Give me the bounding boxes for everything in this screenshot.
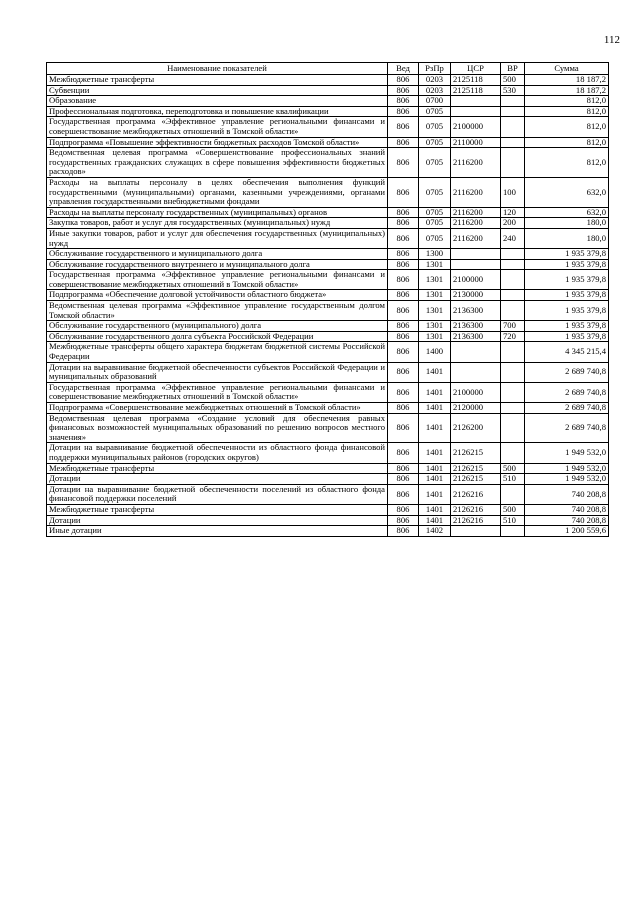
row-name: Ведомственная целевая программа «Эффективное управление государственным долгом Томской области» xyxy=(47,301,388,321)
row-vr: 240 xyxy=(501,228,525,248)
row-csr: 2136300 xyxy=(451,331,501,342)
row-sum: 18 187,2 xyxy=(525,85,609,96)
row-rzpr: 1401 xyxy=(419,474,451,485)
row-rzpr: 0705 xyxy=(419,137,451,148)
row-rzpr: 0700 xyxy=(419,96,451,107)
row-name: Дотации на выравнивание бюджетной обеспеченности поселений из областного фонда финансовой поддержки поселений xyxy=(47,484,388,504)
table-row xyxy=(47,413,609,443)
row-ved: 806 xyxy=(388,85,419,96)
row-vr xyxy=(501,259,525,270)
row-ved: 806 xyxy=(388,137,419,148)
row-csr: 2120000 xyxy=(451,403,501,414)
row-rzpr: 1301 xyxy=(419,259,451,270)
table-row xyxy=(47,96,609,107)
table-row xyxy=(47,403,609,414)
row-vr xyxy=(501,443,525,463)
row-name: Государственная программа «Эффективное управление региональными финансами и совершенствование межбюджетных отношений в Томской области» xyxy=(47,270,388,290)
row-name: Профессиональная подготовка, переподготовка и повышение квалификации xyxy=(47,106,388,117)
row-ved: 806 xyxy=(388,75,419,86)
row-name: Образование xyxy=(47,96,388,107)
row-csr: 2126216 xyxy=(451,484,501,504)
row-vr: 120 xyxy=(501,207,525,218)
row-ved: 806 xyxy=(388,474,419,485)
row-vr xyxy=(501,137,525,148)
header-ved: Вед xyxy=(388,63,419,75)
row-rzpr: 1401 xyxy=(419,515,451,526)
row-name: Дотации на выравнивание бюджетной обеспеченности субъектов Российской Федерации и муниципальных образований xyxy=(47,362,388,382)
table-row xyxy=(47,117,609,137)
row-ved: 806 xyxy=(388,484,419,504)
row-name: Обслуживание государственного и муниципального долга xyxy=(47,249,388,260)
table-row xyxy=(47,290,609,301)
table-row xyxy=(47,463,609,474)
row-rzpr: 1301 xyxy=(419,270,451,290)
row-name: Расходы на выплаты персоналу в целях обеспечения выполнения функций государственными (муниципальными) органами, казенными учреждениями, органами управления государственными внебюджетными фондами xyxy=(47,177,388,207)
row-ved: 806 xyxy=(388,249,419,260)
row-csr xyxy=(451,249,501,260)
row-vr: 530 xyxy=(501,85,525,96)
row-sum: 1 935 379,8 xyxy=(525,321,609,332)
row-rzpr: 1401 xyxy=(419,362,451,382)
row-csr: 2100000 xyxy=(451,270,501,290)
row-rzpr: 1402 xyxy=(419,526,451,537)
row-sum: 180,0 xyxy=(525,218,609,229)
row-ved: 806 xyxy=(388,218,419,229)
row-rzpr: 1401 xyxy=(419,443,451,463)
row-vr xyxy=(501,290,525,301)
row-rzpr: 0705 xyxy=(419,106,451,117)
row-csr: 2116200 xyxy=(451,207,501,218)
table-row xyxy=(47,331,609,342)
table-row xyxy=(47,106,609,117)
row-csr: 2126215 xyxy=(451,474,501,485)
row-rzpr: 1301 xyxy=(419,331,451,342)
row-sum: 812,0 xyxy=(525,96,609,107)
row-sum: 1 935 379,8 xyxy=(525,331,609,342)
row-rzpr: 0705 xyxy=(419,218,451,229)
row-csr: 2126215 xyxy=(451,443,501,463)
row-name: Субвенции xyxy=(47,85,388,96)
row-csr: 2116200 xyxy=(451,228,501,248)
table-row xyxy=(47,526,609,537)
row-rzpr: 1401 xyxy=(419,382,451,402)
row-sum: 2 689 740,8 xyxy=(525,403,609,414)
row-ved: 806 xyxy=(388,515,419,526)
row-vr xyxy=(501,117,525,137)
row-vr xyxy=(501,96,525,107)
table-row xyxy=(47,484,609,504)
row-csr: 2126216 xyxy=(451,515,501,526)
row-ved: 806 xyxy=(388,177,419,207)
row-ved: 806 xyxy=(388,321,419,332)
row-vr: 200 xyxy=(501,218,525,229)
row-rzpr: 0203 xyxy=(419,75,451,86)
row-sum: 2 689 740,8 xyxy=(525,413,609,443)
row-rzpr: 0705 xyxy=(419,177,451,207)
row-vr: 510 xyxy=(501,474,525,485)
row-csr: 2116200 xyxy=(451,177,501,207)
row-name: Закупка товаров, работ и услуг для государственных (муниципальных) нужд xyxy=(47,218,388,229)
row-csr xyxy=(451,342,501,362)
row-ved: 806 xyxy=(388,117,419,137)
table-row xyxy=(47,228,609,248)
row-sum: 4 345 215,4 xyxy=(525,342,609,362)
row-ved: 806 xyxy=(388,463,419,474)
row-vr xyxy=(501,301,525,321)
row-rzpr: 1400 xyxy=(419,342,451,362)
table-row xyxy=(47,382,609,402)
header-vr: ВР xyxy=(501,63,525,75)
row-rzpr: 1300 xyxy=(419,249,451,260)
table-row xyxy=(47,504,609,515)
row-rzpr: 1401 xyxy=(419,463,451,474)
row-sum: 2 689 740,8 xyxy=(525,382,609,402)
table-row xyxy=(47,85,609,96)
row-sum: 1 935 379,8 xyxy=(525,301,609,321)
row-sum: 740 208,8 xyxy=(525,504,609,515)
row-ved: 806 xyxy=(388,331,419,342)
row-sum: 1 949 532,0 xyxy=(525,463,609,474)
table-row xyxy=(47,137,609,148)
row-ved: 806 xyxy=(388,413,419,443)
row-ved: 806 xyxy=(388,362,419,382)
row-ved: 806 xyxy=(388,342,419,362)
row-name: Межбюджетные трансферты xyxy=(47,75,388,86)
table-body xyxy=(47,75,609,537)
row-sum: 812,0 xyxy=(525,106,609,117)
row-csr xyxy=(451,106,501,117)
row-rzpr: 0203 xyxy=(419,85,451,96)
header-name: Наименование показателей xyxy=(47,63,388,75)
row-ved: 806 xyxy=(388,382,419,402)
row-name: Обслуживание государственного долга субъекта Российской Федерации xyxy=(47,331,388,342)
row-vr: 500 xyxy=(501,463,525,474)
row-rzpr: 1301 xyxy=(419,290,451,301)
row-rzpr: 1401 xyxy=(419,403,451,414)
row-vr xyxy=(501,413,525,443)
row-vr: 100 xyxy=(501,177,525,207)
row-csr: 2100000 xyxy=(451,382,501,402)
table-row xyxy=(47,362,609,382)
row-csr: 2130000 xyxy=(451,290,501,301)
row-vr xyxy=(501,106,525,117)
table-row xyxy=(47,177,609,207)
row-ved: 806 xyxy=(388,290,419,301)
table-row xyxy=(47,270,609,290)
row-name: Расходы на выплаты персоналу государственных (муниципальных) органов xyxy=(47,207,388,218)
row-name: Ведомственная целевая программа «Создание условий для обеспечения равных финансовых возможностей муниципальных образований по решению вопросов местного значения» xyxy=(47,413,388,443)
row-csr: 2116200 xyxy=(451,218,501,229)
row-name: Подпрограмма «Совершенствование межбюджетных отношений в Томской области» xyxy=(47,403,388,414)
row-csr: 2136300 xyxy=(451,321,501,332)
row-name: Ведомственная целевая программа «Совершенствование профессиональных знаний государственных гражданских служащих в сфере повышения эффективности бюджетных расходов» xyxy=(47,148,388,178)
row-name: Государственная программа «Эффективное управление региональными финансами и совершенствование межбюджетных отношений в Томской области» xyxy=(47,117,388,137)
row-rzpr: 1301 xyxy=(419,301,451,321)
row-csr: 2126216 xyxy=(451,504,501,515)
row-ved: 806 xyxy=(388,96,419,107)
table-row xyxy=(47,443,609,463)
row-sum: 740 208,8 xyxy=(525,515,609,526)
row-sum: 1 200 559,6 xyxy=(525,526,609,537)
row-vr: 700 xyxy=(501,321,525,332)
row-ved: 806 xyxy=(388,301,419,321)
row-name: Межбюджетные трансферты xyxy=(47,504,388,515)
row-vr xyxy=(501,270,525,290)
row-rzpr: 0705 xyxy=(419,117,451,137)
row-ved: 806 xyxy=(388,207,419,218)
row-ved: 806 xyxy=(388,526,419,537)
row-rzpr: 1301 xyxy=(419,321,451,332)
row-vr xyxy=(501,484,525,504)
budget-table xyxy=(46,62,609,537)
row-name: Подпрограмма «Обеспечение долговой устойчивости областного бюджета» xyxy=(47,290,388,301)
row-vr xyxy=(501,342,525,362)
row-rzpr: 0705 xyxy=(419,207,451,218)
row-sum: 1 935 379,8 xyxy=(525,259,609,270)
row-csr: 2125118 xyxy=(451,75,501,86)
table-row xyxy=(47,342,609,362)
row-name: Подпрограмма «Повышение эффективности бюджетных расходов Томской области» xyxy=(47,137,388,148)
row-vr xyxy=(501,249,525,260)
row-name: Обслуживание государственного (муниципального) долга xyxy=(47,321,388,332)
row-vr xyxy=(501,362,525,382)
table-row xyxy=(47,148,609,178)
row-vr: 510 xyxy=(501,515,525,526)
row-sum: 2 689 740,8 xyxy=(525,362,609,382)
page-number: 112 xyxy=(603,34,620,46)
row-rzpr: 0705 xyxy=(419,228,451,248)
row-csr: 2110000 xyxy=(451,137,501,148)
row-sum: 812,0 xyxy=(525,137,609,148)
row-rzpr: 1401 xyxy=(419,484,451,504)
row-name: Государственная программа «Эффективное управление региональными финансами и совершенствование межбюджетных отношений в Томской области» xyxy=(47,382,388,402)
row-sum: 632,0 xyxy=(525,177,609,207)
table-row xyxy=(47,474,609,485)
row-ved: 806 xyxy=(388,228,419,248)
row-csr xyxy=(451,362,501,382)
table-row xyxy=(47,207,609,218)
table-header-row xyxy=(47,63,609,75)
row-sum: 1 949 532,0 xyxy=(525,474,609,485)
row-sum: 1 949 532,0 xyxy=(525,443,609,463)
row-ved: 806 xyxy=(388,504,419,515)
table-row xyxy=(47,75,609,86)
row-sum: 812,0 xyxy=(525,148,609,178)
row-sum: 632,0 xyxy=(525,207,609,218)
row-ved: 806 xyxy=(388,403,419,414)
row-name: Обслуживание государственного внутреннего и муниципального долга xyxy=(47,259,388,270)
row-vr: 720 xyxy=(501,331,525,342)
row-name: Иные закупки товаров, работ и услуг для обеспечения государственных (муниципальных) нужд xyxy=(47,228,388,248)
row-vr xyxy=(501,382,525,402)
row-vr xyxy=(501,148,525,178)
row-name: Иные дотации xyxy=(47,526,388,537)
table-row xyxy=(47,301,609,321)
header-sum: Сумма xyxy=(525,63,609,75)
table-row xyxy=(47,249,609,260)
row-sum: 1 935 379,8 xyxy=(525,290,609,301)
row-ved: 806 xyxy=(388,148,419,178)
row-csr: 2125118 xyxy=(451,85,501,96)
row-csr xyxy=(451,96,501,107)
row-csr: 2136300 xyxy=(451,301,501,321)
row-ved: 806 xyxy=(388,259,419,270)
row-csr: 2116200 xyxy=(451,148,501,178)
row-sum: 1 935 379,8 xyxy=(525,270,609,290)
header-csr: ЦСР xyxy=(451,63,501,75)
row-vr: 500 xyxy=(501,504,525,515)
row-ved: 806 xyxy=(388,106,419,117)
row-name: Дотации xyxy=(47,515,388,526)
row-rzpr: 1401 xyxy=(419,413,451,443)
row-csr: 2100000 xyxy=(451,117,501,137)
row-csr xyxy=(451,526,501,537)
table-row xyxy=(47,259,609,270)
row-ved: 806 xyxy=(388,270,419,290)
row-ved: 806 xyxy=(388,443,419,463)
row-name: Дотации xyxy=(47,474,388,485)
row-name: Межбюджетные трансферты общего характера бюджетам бюджетной системы Российской Федерации xyxy=(47,342,388,362)
header-rzpr: РзПр xyxy=(419,63,451,75)
row-csr: 2126215 xyxy=(451,463,501,474)
row-csr xyxy=(451,259,501,270)
row-vr: 500 xyxy=(501,75,525,86)
row-name: Дотации на выравнивание бюджетной обеспеченности из областного фонда финансовой поддержки муниципальных районов (городских округов) xyxy=(47,443,388,463)
row-sum: 740 208,8 xyxy=(525,484,609,504)
row-rzpr: 0705 xyxy=(419,148,451,178)
row-vr xyxy=(501,403,525,414)
row-csr: 2126200 xyxy=(451,413,501,443)
row-sum: 812,0 xyxy=(525,117,609,137)
row-sum: 18 187,2 xyxy=(525,75,609,86)
row-rzpr: 1401 xyxy=(419,504,451,515)
table-row xyxy=(47,321,609,332)
row-sum: 180,0 xyxy=(525,228,609,248)
row-name: Межбюджетные трансферты xyxy=(47,463,388,474)
table-row xyxy=(47,218,609,229)
row-sum: 1 935 379,8 xyxy=(525,249,609,260)
row-vr xyxy=(501,526,525,537)
table-row xyxy=(47,515,609,526)
